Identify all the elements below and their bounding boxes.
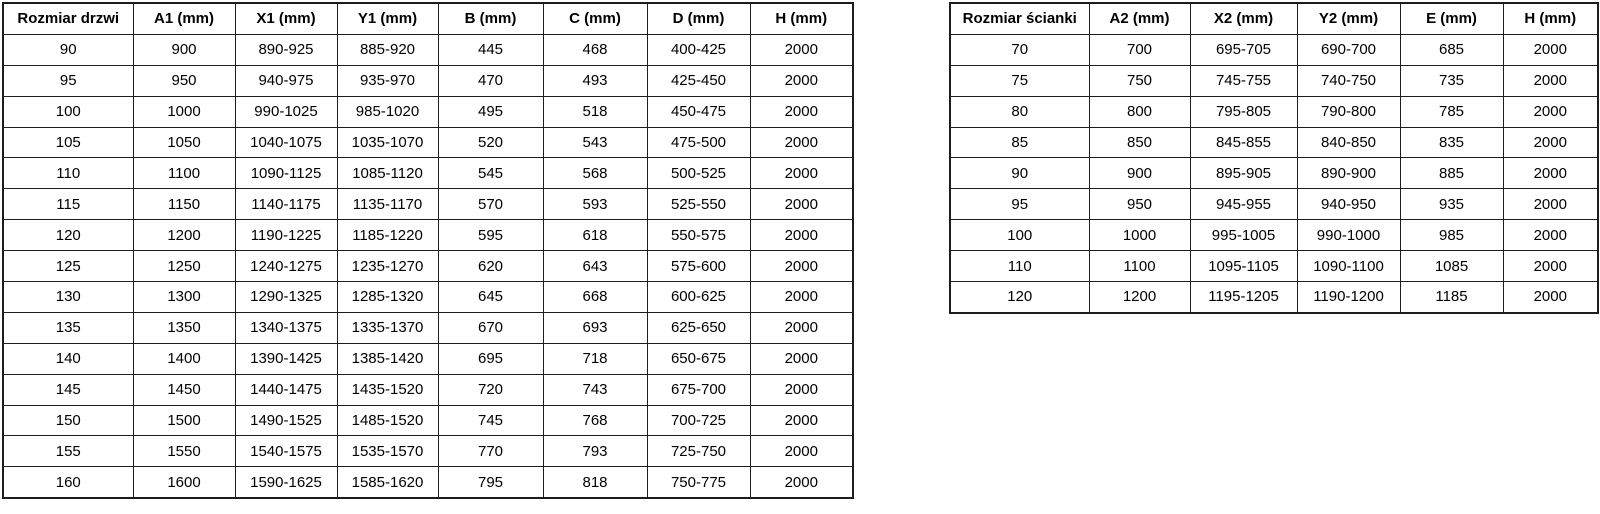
table-cell: 945-955 (1190, 189, 1297, 220)
table-cell: 518 (543, 96, 647, 127)
table-row (950, 251, 1598, 282)
table-cell: 155 (3, 436, 133, 467)
table-cell: 1335-1370 (337, 312, 438, 343)
table-cell: 720 (438, 374, 543, 405)
table-cell: 2000 (750, 96, 853, 127)
table-cell: 1590-1625 (235, 467, 337, 498)
table-cell: 1085-1120 (337, 158, 438, 189)
table-cell: 740-750 (1297, 65, 1400, 96)
table-cell: 543 (543, 127, 647, 158)
table-cell: 568 (543, 158, 647, 189)
table-row (950, 65, 1598, 96)
table-cell: 400-425 (647, 34, 750, 65)
table-cell: 2000 (750, 34, 853, 65)
table-cell: 2000 (1503, 220, 1598, 251)
table-row (3, 467, 853, 498)
table-cell: 795 (438, 467, 543, 498)
table-cell: 695 (438, 343, 543, 374)
table-cell: 110 (950, 251, 1089, 282)
table-cell: 1200 (133, 220, 235, 251)
table-cell: 1285-1320 (337, 282, 438, 313)
table-cell: 643 (543, 251, 647, 282)
column-header: B (mm) (438, 3, 543, 34)
table-cell: 890-925 (235, 34, 337, 65)
table-cell: 115 (3, 189, 133, 220)
table-cell: 693 (543, 312, 647, 343)
door-size-table (2, 2, 854, 499)
table-cell: 2000 (1503, 282, 1598, 313)
table-row (950, 34, 1598, 65)
table-cell: 935-970 (337, 65, 438, 96)
table-cell: 618 (543, 220, 647, 251)
table-cell: 2000 (750, 467, 853, 498)
table-cell: 520 (438, 127, 543, 158)
door-table-body (3, 34, 853, 498)
table-cell: 800 (1089, 96, 1190, 127)
table-cell: 150 (3, 405, 133, 436)
table-cell: 1185-1220 (337, 220, 438, 251)
table-cell: 2000 (1503, 65, 1598, 96)
table-row (950, 189, 1598, 220)
table-cell: 130 (3, 282, 133, 313)
table-cell: 425-450 (647, 65, 750, 96)
table-cell: 990-1025 (235, 96, 337, 127)
table-cell: 940-975 (235, 65, 337, 96)
table-cell: 495 (438, 96, 543, 127)
column-header: X2 (mm) (1190, 3, 1297, 34)
table-cell: 135 (3, 312, 133, 343)
column-header: H (mm) (1503, 3, 1598, 34)
table-cell: 2000 (1503, 251, 1598, 282)
table-cell: 940-950 (1297, 189, 1400, 220)
table-cell: 120 (3, 220, 133, 251)
column-header: X1 (mm) (235, 3, 337, 34)
table-cell: 900 (133, 34, 235, 65)
table-cell: 2000 (750, 343, 853, 374)
table-cell: 2000 (750, 220, 853, 251)
table-cell: 645 (438, 282, 543, 313)
table-cell: 1435-1520 (337, 374, 438, 405)
table-cell: 1235-1270 (337, 251, 438, 282)
table-cell: 885-920 (337, 34, 438, 65)
table-cell: 2000 (750, 158, 853, 189)
table-cell: 890-900 (1297, 158, 1400, 189)
table-cell: 670 (438, 312, 543, 343)
table-cell: 593 (543, 189, 647, 220)
table-row (3, 127, 853, 158)
table-row (3, 158, 853, 189)
table-cell: 700-725 (647, 405, 750, 436)
table-cell: 690-700 (1297, 34, 1400, 65)
table-cell: 1240-1275 (235, 251, 337, 282)
table-row (3, 374, 853, 405)
table-cell: 1150 (133, 189, 235, 220)
column-header: Y2 (mm) (1297, 3, 1400, 34)
table-row (3, 436, 853, 467)
table-cell: 2000 (1503, 189, 1598, 220)
table-cell: 668 (543, 282, 647, 313)
table-cell: 735 (1400, 65, 1503, 96)
table-cell: 985 (1400, 220, 1503, 251)
column-header: Rozmiar ścianki (950, 3, 1089, 34)
wall-table-body (950, 34, 1598, 313)
table-cell: 1000 (1089, 220, 1190, 251)
table-row (3, 251, 853, 282)
table-cell: 725-750 (647, 436, 750, 467)
table-cell: 493 (543, 65, 647, 96)
table-cell: 1400 (133, 343, 235, 374)
table-cell: 1040-1075 (235, 127, 337, 158)
table-cell: 1090-1125 (235, 158, 337, 189)
table-cell: 1140-1175 (235, 189, 337, 220)
table-cell: 1100 (1089, 251, 1190, 282)
table-row (950, 220, 1598, 251)
table-cell: 1535-1570 (337, 436, 438, 467)
table-cell: 1540-1575 (235, 436, 337, 467)
table-cell: 1085 (1400, 251, 1503, 282)
column-header: A2 (mm) (1089, 3, 1190, 34)
table-cell: 695-705 (1190, 34, 1297, 65)
table-cell: 1490-1525 (235, 405, 337, 436)
table-cell: 675-700 (647, 374, 750, 405)
table-cell: 1095-1105 (1190, 251, 1297, 282)
table-cell: 1390-1425 (235, 343, 337, 374)
table-row (3, 189, 853, 220)
table-cell: 90 (950, 158, 1089, 189)
table-cell: 1100 (133, 158, 235, 189)
table-cell: 2000 (750, 251, 853, 282)
table-cell: 85 (950, 127, 1089, 158)
table-cell: 1200 (1089, 282, 1190, 313)
table-cell: 470 (438, 65, 543, 96)
table-row (3, 34, 853, 65)
table-row (3, 220, 853, 251)
table-cell: 840-850 (1297, 127, 1400, 158)
table-cell: 1440-1475 (235, 374, 337, 405)
table-cell: 620 (438, 251, 543, 282)
table-row (950, 158, 1598, 189)
table-cell: 718 (543, 343, 647, 374)
table-cell: 2000 (750, 189, 853, 220)
table-row (3, 282, 853, 313)
table-cell: 445 (438, 34, 543, 65)
table-cell: 1350 (133, 312, 235, 343)
table-cell: 1585-1620 (337, 467, 438, 498)
table-cell: 95 (3, 65, 133, 96)
table-cell: 2000 (1503, 34, 1598, 65)
table-cell: 995-1005 (1190, 220, 1297, 251)
column-header: Rozmiar drzwi (3, 3, 133, 34)
table-cell: 1340-1375 (235, 312, 337, 343)
table-cell: 2000 (1503, 158, 1598, 189)
table-cell: 2000 (750, 374, 853, 405)
table-cell: 1300 (133, 282, 235, 313)
table-cell: 1450 (133, 374, 235, 405)
table-cell: 600-625 (647, 282, 750, 313)
table-cell: 2000 (750, 282, 853, 313)
table-cell: 895-905 (1190, 158, 1297, 189)
table-cell: 985-1020 (337, 96, 438, 127)
table-cell: 2000 (750, 436, 853, 467)
table-cell: 935 (1400, 189, 1503, 220)
table-cell: 750-775 (647, 467, 750, 498)
table-cell: 700 (1089, 34, 1190, 65)
table-cell: 575-600 (647, 251, 750, 282)
table-cell: 1500 (133, 405, 235, 436)
table-cell: 550-575 (647, 220, 750, 251)
table-cell: 525-550 (647, 189, 750, 220)
table-cell: 818 (543, 467, 647, 498)
table-cell: 1000 (133, 96, 235, 127)
table-cell: 1600 (133, 467, 235, 498)
table-cell: 1290-1325 (235, 282, 337, 313)
table-cell: 2000 (1503, 96, 1598, 127)
table-cell: 500-525 (647, 158, 750, 189)
table-cell: 770 (438, 436, 543, 467)
table-cell: 100 (3, 96, 133, 127)
table-row (950, 282, 1598, 313)
table-cell: 750 (1089, 65, 1190, 96)
table-cell: 120 (950, 282, 1089, 313)
table-cell: 625-650 (647, 312, 750, 343)
table-cell: 850 (1089, 127, 1190, 158)
table-cell: 1250 (133, 251, 235, 282)
table-cell: 105 (3, 127, 133, 158)
table-cell: 793 (543, 436, 647, 467)
table-cell: 545 (438, 158, 543, 189)
column-header: Y1 (mm) (337, 3, 438, 34)
table-cell: 160 (3, 467, 133, 498)
table-cell: 475-500 (647, 127, 750, 158)
table-cell: 1035-1070 (337, 127, 438, 158)
table-row (3, 312, 853, 343)
table-cell: 110 (3, 158, 133, 189)
table-cell: 95 (950, 189, 1089, 220)
table-cell: 2000 (750, 405, 853, 436)
table-cell: 845-855 (1190, 127, 1297, 158)
table-cell: 950 (133, 65, 235, 96)
table-cell: 685 (1400, 34, 1503, 65)
table-cell: 745-755 (1190, 65, 1297, 96)
table-cell: 125 (3, 251, 133, 282)
table-cell: 1190-1225 (235, 220, 337, 251)
table-cell: 768 (543, 405, 647, 436)
table-cell: 80 (950, 96, 1089, 127)
door-table-header-row (3, 3, 853, 34)
table-cell: 140 (3, 343, 133, 374)
table-cell: 2000 (750, 65, 853, 96)
table-cell: 790-800 (1297, 96, 1400, 127)
column-header: C (mm) (543, 3, 647, 34)
table-row (950, 127, 1598, 158)
table-row (3, 96, 853, 127)
table-row (950, 96, 1598, 127)
table-cell: 90 (3, 34, 133, 65)
table-row (3, 343, 853, 374)
table-cell: 75 (950, 65, 1089, 96)
table-cell: 990-1000 (1297, 220, 1400, 251)
table-cell: 885 (1400, 158, 1503, 189)
table-cell: 745 (438, 405, 543, 436)
table-cell: 1485-1520 (337, 405, 438, 436)
wall-size-table (949, 2, 1599, 314)
table-cell: 595 (438, 220, 543, 251)
column-header: E (mm) (1400, 3, 1503, 34)
wall-table-header-row (950, 3, 1598, 34)
table-cell: 1385-1420 (337, 343, 438, 374)
table-cell: 2000 (750, 312, 853, 343)
table-cell: 1185 (1400, 282, 1503, 313)
table-cell: 1550 (133, 436, 235, 467)
table-cell: 743 (543, 374, 647, 405)
column-header: H (mm) (750, 3, 853, 34)
table-cell: 785 (1400, 96, 1503, 127)
table-cell: 2000 (750, 127, 853, 158)
table-cell: 1195-1205 (1190, 282, 1297, 313)
column-header: D (mm) (647, 3, 750, 34)
table-cell: 900 (1089, 158, 1190, 189)
table-cell: 2000 (1503, 127, 1598, 158)
table-cell: 650-675 (647, 343, 750, 374)
table-cell: 70 (950, 34, 1089, 65)
table-cell: 835 (1400, 127, 1503, 158)
table-cell: 450-475 (647, 96, 750, 127)
table-cell: 468 (543, 34, 647, 65)
column-header: A1 (mm) (133, 3, 235, 34)
table-cell: 570 (438, 189, 543, 220)
table-cell: 100 (950, 220, 1089, 251)
table-cell: 1190-1200 (1297, 282, 1400, 313)
table-cell: 950 (1089, 189, 1190, 220)
table-row (3, 65, 853, 96)
table-cell: 1050 (133, 127, 235, 158)
table-cell: 145 (3, 374, 133, 405)
table-cell: 795-805 (1190, 96, 1297, 127)
table-cell: 1090-1100 (1297, 251, 1400, 282)
table-cell: 1135-1170 (337, 189, 438, 220)
table-row (3, 405, 853, 436)
